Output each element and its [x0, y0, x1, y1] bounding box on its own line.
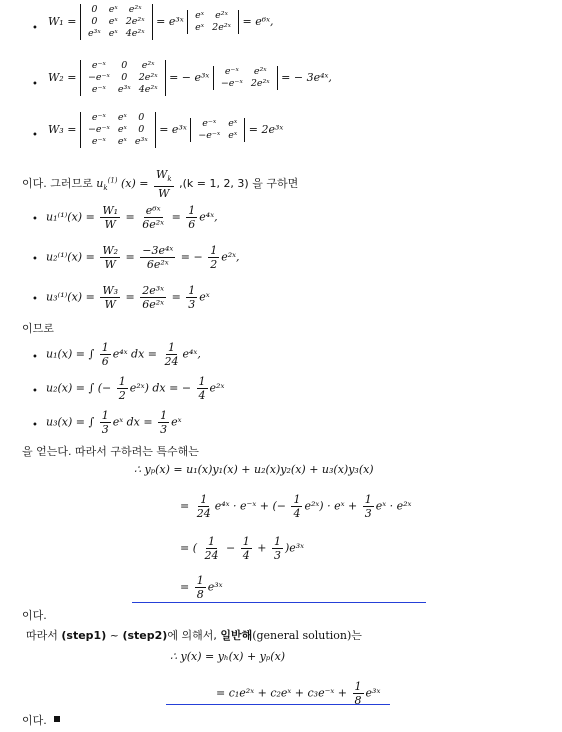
w2-rhs: = − 3e⁴ˣ,: [281, 71, 332, 84]
integral-u2: u₂(x) = ∫ (− $\frac{1}{2}$ e²ˣ) dx = − $\frac{1}{4}$ e²ˣ: [46, 375, 225, 402]
w3-det2: e⁻ˣ eˣ −e⁻ˣ eˣ: [190, 118, 245, 142]
text-ida-3: 이다.: [22, 714, 47, 727]
yp-line-2: = $\frac{1}{24}$ e⁴ˣ · e⁻ˣ + (− $\frac{1}{4}$ e²ˣ) · eˣ + $\frac{1}{3}$ eˣ · e²ˣ: [180, 493, 412, 520]
uk-definition-line: [22, 168, 298, 200]
w2-mid: = − e³ˣ: [169, 71, 210, 84]
w3-rhs: = 2e³ˣ: [248, 123, 284, 136]
underline-general: [166, 704, 390, 705]
bullet: •: [32, 130, 38, 141]
text-ida-2: 이다.: [22, 609, 47, 622]
bullet: •: [32, 352, 38, 363]
text-imeuro: 이므로: [22, 322, 54, 335]
u2-line: u₂⁽¹⁾(x) = $\frac{\text{W₂}}{W}$ = $\frac{\text{−3e⁴ˣ}}{\text{6e²ˣ}}$ = − $\frac{1}{2}$ e²ˣ,: [46, 244, 240, 271]
bullet: •: [32, 420, 38, 431]
w1-mid: = e³ˣ: [156, 15, 184, 28]
u1-line: u₁⁽¹⁾(x) = $\frac{\text{W₁}}{W}$ = $\frac{\text{e⁶ˣ}}{\text{6e²ˣ}}$ = $\frac{1}{6}$ e⁴ˣ,: [46, 204, 218, 231]
w3-lhs: W₃ =: [48, 123, 77, 136]
bullet: •: [32, 386, 38, 397]
bullet: •: [32, 79, 38, 90]
w1-det2: eˣ e²ˣ eˣ 2e²ˣ: [187, 10, 239, 34]
text-particular-intro: 을 얻는다. 따라서 구하려는 특수해는: [22, 445, 199, 458]
text-therefore: 이다. 그러므로: [22, 177, 93, 191]
wk-over-w: $\frac{W_k}{W}$: [156, 168, 172, 201]
uk-symbol: $u_k^{(1)}$: [96, 176, 118, 193]
integral-u1: u₁(x) = ∫ $\frac{1}{6}$ e⁴ˣ dx = $\frac{1}{24}$ e⁴ˣ,: [46, 341, 201, 368]
wronskian-w2: [48, 60, 332, 96]
yp-line-3: = ( $\frac{1}{24}$ − $\frac{1}{4}$ + $\frac{1}{3}$ )e³ˣ: [180, 535, 305, 562]
w3-det3: e⁻ˣ eˣ 0 −e⁻ˣ eˣ 0 e⁻ˣ eˣ e³ˣ: [80, 112, 156, 148]
bullet: •: [32, 294, 38, 305]
w1-rhs: = e⁶ˣ,: [242, 15, 274, 28]
w1-lhs: W₁ =: [48, 15, 77, 28]
underline-particular: [132, 602, 426, 603]
bullet: •: [32, 214, 38, 225]
w1-det3: 0 eˣ e²ˣ 0 eˣ 2e²ˣ e³ˣ eˣ 4e²ˣ: [80, 4, 153, 40]
uk-eq: (x) =: [121, 177, 149, 191]
w2-det3: e⁻ˣ 0 e²ˣ −e⁻ˣ 0 2e²ˣ e⁻ˣ e³ˣ 4e²ˣ: [80, 60, 166, 96]
step-line: 따라서 (step1) ~ (step2)에 의해서, 일반해(general solution)는: [26, 629, 362, 642]
yp-line-1: ∴ yₚ(x) = u₁(x)y₁(x) + u₂(x)y₂(x) + u₃(x)y₃(x): [134, 463, 374, 476]
general-solution-line-1: ∴ y(x) = yₕ(x) + yₚ(x): [170, 650, 286, 663]
integral-u3: u₃(x) = ∫ $\frac{1}{3}$ eˣ dx = $\frac{1}{3}$ eˣ: [46, 409, 182, 436]
bullet: •: [32, 23, 38, 34]
qed-square-icon: [54, 716, 60, 722]
wronskian-w3: [48, 112, 283, 148]
bullet: •: [32, 254, 38, 265]
wronskian-w1: [48, 4, 274, 40]
yp-line-4: = $\frac{1}{8}$ e³ˣ: [180, 574, 223, 601]
w3-mid: = e³ˣ: [159, 123, 187, 136]
general-solution-line-2: = c₁e²ˣ + c₂eˣ + c₃e⁻ˣ + $\frac{1}{8}$ e³ˣ: [216, 680, 381, 707]
u3-line: u₃⁽¹⁾(x) = $\frac{\text{W₃}}{W}$ = $\frac{\text{2e³ˣ}}{\text{6e²ˣ}}$ = $\frac{1}{3}$ eˣ: [46, 284, 210, 311]
k-range-text: ,(k = 1, 2, 3) 을 구하면: [179, 177, 299, 191]
w2-lhs: W₂ =: [48, 71, 77, 84]
w2-det2: e⁻ˣ e²ˣ −e⁻ˣ 2e²ˣ: [213, 66, 278, 90]
